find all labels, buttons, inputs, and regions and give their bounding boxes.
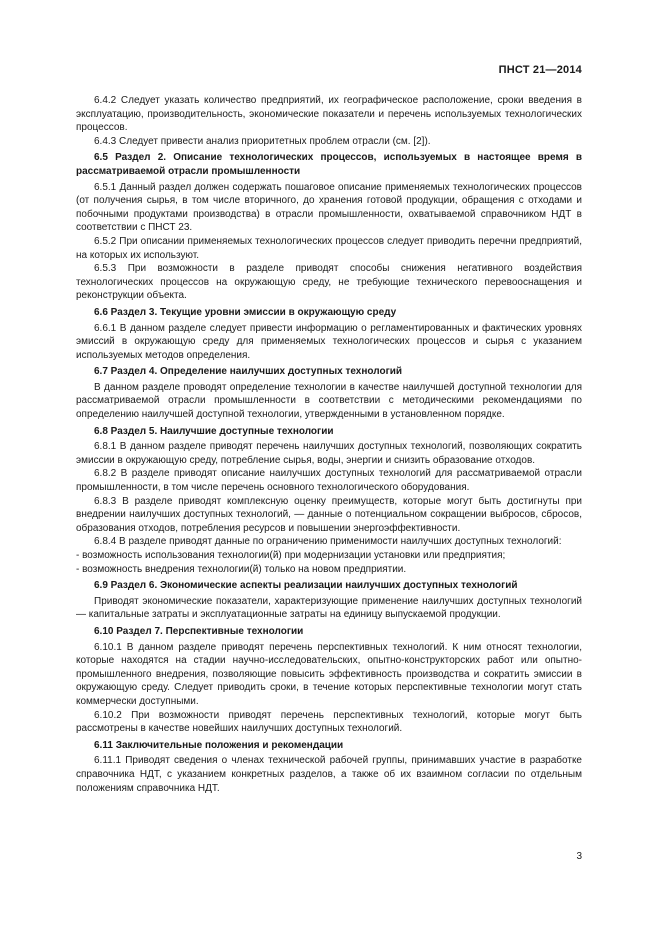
page-number: 3 xyxy=(576,851,582,862)
heading-6-6: 6.6 Раздел 3. Текущие уровни эмиссии в окружающую среду xyxy=(94,306,397,318)
paragraph-6-5-3: 6.5.3 При возможности в разделе приводят способы снижения негативного воздействия технологических процессов на окружающую среду, не требующие технического перевооснащения и реконструкции объекта. xyxy=(76,263,582,302)
heading-6-8: 6.8 Раздел 5. Наилучшие доступные технологии xyxy=(94,425,334,437)
document-body xyxy=(76,94,582,795)
list-item: - возможность использования технологии(й) при модернизации установки или предприятия; xyxy=(76,550,506,561)
heading-6-5: 6.5 Раздел 2. Описание технологических процессов, используемых в настоящее время в рассматриваемой отрасли промышленности xyxy=(76,152,582,177)
paragraph-6-4-2: 6.4.2 Следует указать количество предприятий, их географическое расположение, сроки введения в эксплуатацию, производительность, экономические показатели и перечень используемых технологических процессов. xyxy=(76,95,582,134)
paragraph-6-7: В данном разделе проводят определение технологии в качестве наилучшей доступной технологии для рассматриваемой отрасли промышленности в соответствии с методическими рекомендациями по определению наилучшей доступной технологии, утвержденными в установленном порядке. xyxy=(76,381,582,421)
paragraph-6-8-2: 6.8.2 В разделе приводят описание наилучших доступных технологий для рассматриваемой отрасли промышленности, в том числе перечень основного технологического оборудования. xyxy=(76,468,582,494)
paragraph-6-9: Приводят экономические показатели, характеризующие применение наилучших доступных технологий — капитальные затраты и эксплуатационные затраты на единицу выпускаемой продукции. xyxy=(76,595,582,621)
heading-6-11: 6.11 Заключительные положения и рекомендации xyxy=(94,739,344,751)
heading-6-10: 6.10 Раздел 7. Перспективные технологии xyxy=(94,625,304,637)
paragraph-6-8-1: 6.8.1 В данном разделе приводят перечень наилучших доступных технологий, позволяющих сократить эмиссии в окружающую среду, потребление сырья, воды, энергии и снизить образование отходов. xyxy=(76,441,582,466)
paragraph-6-10-1: 6.10.1 В данном разделе приводят перечень перспективных технологий. К ним относят технологии, которые находятся на стадии научно-исследовательских, опытно-конструкторских работ или опытно-промышленного внедрения, позволяющие повысить эффективность производства и сократить эмиссии в окружающую среду. Следует приводить сроки, в течение которых перспективные технологии могут стать коммерчески доступными. xyxy=(76,641,582,707)
heading-6-9: 6.9 Раздел 6. Экономические аспекты реализации наилучших доступных технологий xyxy=(94,580,518,592)
paragraph-6-4-3: 6.4.3 Следует привести анализ приоритетных проблем отрасли (см. [2]). xyxy=(94,135,431,147)
paragraph-6-5-2: 6.5.2 При описании применяемых технологических процессов следует приводить перечни предприятий, на которых их используют. xyxy=(76,235,582,261)
paragraph-6-5-1: 6.5.1 Данный раздел должен содержать пошаговое описание применяемых технологических процессов (от получения сырья, в том числе вторичного, до хранения готовой продукции, обращения с отходами и побочными продуктами производства) в отрасли промышленности, охватываемой справочником НДТ в соответствии с ПНСТ 23. xyxy=(76,181,582,234)
document-code: ПНСТ 21—2014 xyxy=(498,64,582,76)
list-item: - возможность внедрения технологии(й) только на новом предприятии. xyxy=(76,563,407,575)
paragraph-6-8-4: 6.8.4 В разделе приводят данные по ограничению применимости наилучших доступных технологий: xyxy=(94,536,562,548)
heading-6-7: 6.7 Раздел 4. Определение наилучших доступных технологий xyxy=(94,366,403,378)
paragraph-6-10-2: 6.10.2 При возможности приводят перечень перспективных технологий, которые могут быть рассмотрены в качестве новейших наилучших доступных технологий. xyxy=(76,709,582,735)
paragraph-6-6-1: 6.6.1 В данном разделе следует привести информацию о регламентированных и фактических уровнях эмиссий в окружающую среду для применяемых технологических процессов и сырья с указанием используемых методов определения. xyxy=(76,322,582,361)
paragraph-6-8-3: 6.8.3 В разделе приводят комплексную оценку преимуществ, которые могут быть достигнуты при внедрении наилучших доступных технологий, — данные о потенциальном сокращении выбросов, сбросов, образования отходов, потребления ресурсов и повышении энергоэффективности. xyxy=(76,495,582,534)
paragraph-6-11-1: 6.11.1 Приводят сведения о членах технической рабочей группы, принимавших участие в разработке справочника НДТ, с указанием конкретных разделов, а также об их взаимном согласии по отдельным положениям справочника НДТ. xyxy=(76,755,582,794)
